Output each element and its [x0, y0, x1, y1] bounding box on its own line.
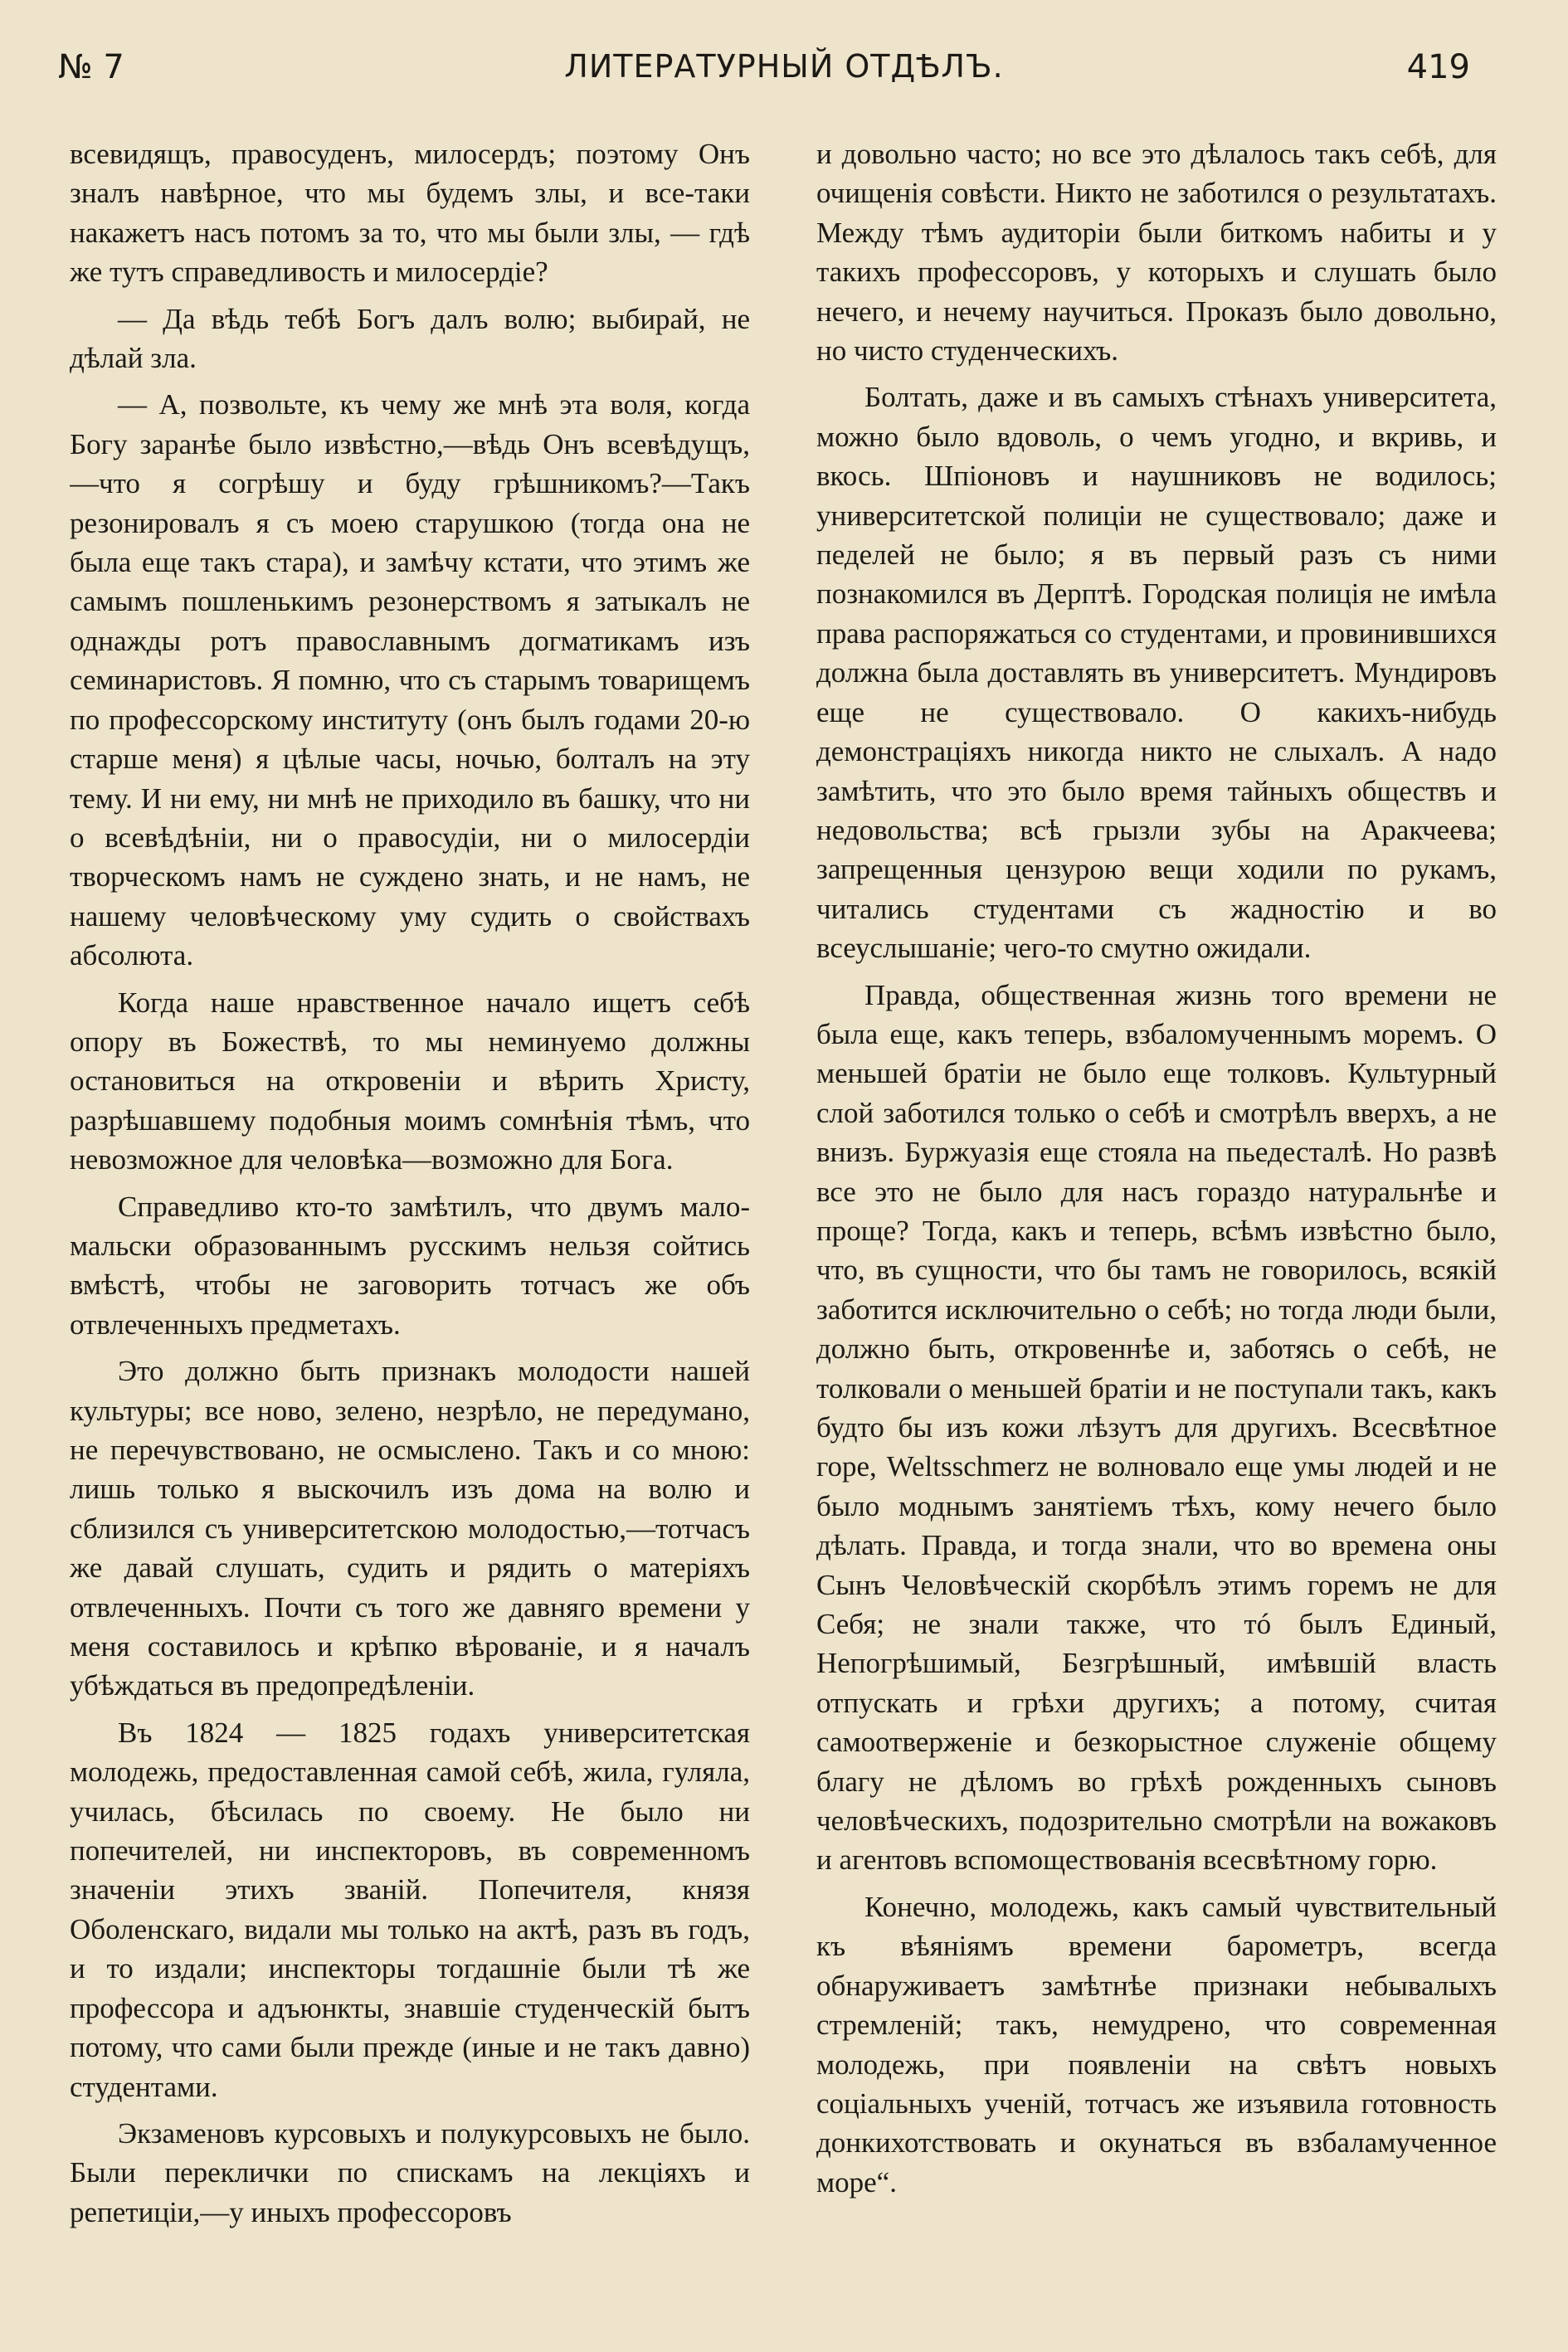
text-columns	[70, 134, 1497, 2308]
section-title: ЛИТЕРАТУРНЫЙ ОТДѢЛЪ.	[564, 48, 1004, 85]
paragraph: Болтать, даже и въ самыхъ стѣнахъ университета, можно было вдоволь, о чемъ угодно, и вкривь, и вкось. Шпіоновъ и наушниковъ не водилось; университетской полиціи не существовало; даже и педелей не было; я въ первый разъ съ ними познакомился въ Дерптѣ. Городская полиція не имѣла права распоряжаться со студентами, и провинившихся должна была доставлять въ университетъ. Мундировъ еще не существовало. О какихъ-нибудь демонстраціяхъ никогда никто не слыхалъ. А надо замѣтить, что это было время тайныхъ обществъ и недовольства; всѣ грызли зубы на Аракчеева; запрещенныя цензурою вещи ходили по рукамъ, читались студентами съ жадностію и во всеуслышаніе; чего-то смутно ожидали.	[816, 381, 1497, 965]
paragraph: Это должно быть признакъ молодости нашей культуры; все ново, зелено, незрѣло, не передумано, не перечувствовано, не осмыслено. Такъ и со мною: лишь только я выскочилъ изъ дома на волю и сблизился съ университетскою молодостью,—тотчасъ же давай слушать, судить и рядить о матеріяхъ отвлеченныхъ. Почти съ того же давняго времени у меня составилось и крѣпко вѣрованіе, и я началъ убѣждаться въ предопредѣленіи.	[70, 1355, 750, 1702]
left-column	[70, 134, 750, 2308]
paragraph: — Да вѣдь тебѣ Богъ далъ волю; выбирай, не дѣлай зла.	[70, 302, 750, 375]
paragraph: — А, позвольте, къ чему же мнѣ эта воля, когда Богу заранѣе было извѣстно,—вѣдь Онъ всевѣдущъ,—что я согрѣшу и буду грѣшникомъ?—Такъ резонировалъ я съ моею старушкою (тогда она не была еще такъ стара), и замѣчу кстати, что этимъ же самымъ пошленькимъ резонерствомъ я затыкалъ не однажды ротъ православнымъ догматикамъ изъ семинаристовъ. Я помню, что съ старымъ товарищемъ по профессорскому институту (онъ былъ годами 20-ю старше меня) я цѣлые часы, ночью, болталъ на эту тему. И ни ему, ни мнѣ не приходило въ башку, что ни о всевѣдѣніи, ни о правосудіи, ни о милосердіи творческомъ намъ не суждено знать, и не намъ, не нашему человѣческому уму судить о свойствахъ абсолюта.	[70, 388, 750, 972]
paragraph: Конечно, молодежь, какъ самый чувствительный къ вѣяніямъ времени барометръ, всегда обнаруживаетъ замѣтнѣе признаки небывалыхъ стремленій; такъ, немудрено, что современная молодежь, при появленіи на свѣтъ новыхъ соціальныхъ ученій, тотчасъ же изъявила готовность донкихотствовать и окунаться въ взбаламученное море“.	[816, 1890, 1497, 2199]
paragraph: и довольно часто; но все это дѣлалось такъ себѣ, для очищенія совѣсти. Никто не заботился о результатахъ. Между тѣмъ аудиторіи были биткомъ набиты и у такихъ профессоровъ, у которыхъ и слушать было нечего, и нечему научиться. Проказъ было довольно, но чисто студенческихъ.	[816, 138, 1497, 368]
page-number: 419	[1406, 48, 1470, 86]
right-column	[816, 134, 1497, 2308]
paragraph: Экзаменовъ курсовыхъ и полукурсовыхъ не было. Были переклички по спискамъ на лекціяхъ и репетиціи,—у иныхъ профессоровъ	[70, 2116, 750, 2228]
paragraph: Справедливо кто-то замѣтилъ, что двумъ мало-мальски образованнымъ русскимъ нельзя сойтись вмѣстѣ, чтобы не заговорить тотчасъ же объ отвлеченныхъ предметахъ.	[70, 1190, 750, 1341]
paragraph: Правда, общественная жизнь того времени не была еще, какъ теперь, взбаломученнымъ моремъ. О меньшей братіи не было еще толковъ. Культурный слой заботился только о себѣ и смотрѣлъ вверхъ, а не внизъ. Буржуазія еще стояла на пьедесталѣ. Но развѣ все это не было для насъ гораздо натуральнѣе и проще? Тогда, какъ и теперь, всѣмъ извѣстно было, что, въ сущности, что бы тамъ не говорилось, всякій заботится исключительно о себѣ; но тогда люди были, должно быть, откровеннѣе и, заботясь о себѣ, не толковали о меньшей братіи и не поступали такъ, какъ будто бы изъ кожи лѣзутъ для другихъ. Всесвѣтное горе, Weltsschmerz не волновало еще умы людей и не было моднымъ занятіемъ тѣхъ, кому нечего было дѣлать. Правда, и тогда знали, что во времена оны Сынъ Человѣческій скорбѣлъ этимъ горемъ не для Себя; не знали также, что тó былъ Единый, Непогрѣшимый, Безгрѣшный, имѣвшій власть отпускать и грѣхи другихъ; а потому, считая самоотверженіе и безкорыстное служеніе общему благу не дѣломъ во грѣхѣ рожденныхъ сыновъ человѣческихъ, подозрительно смотрѣли на вожаковъ и агентовъ вспомоществованія всесвѣтному горю.	[816, 978, 1497, 1877]
paragraph: Когда наше нравственное начало ищетъ себѣ опору въ Божествѣ, то мы неминуемо должны остановиться на откровеніи и вѣрить Христу, разрѣшавшему подобныя моимъ сомнѣнія тѣмъ, что невозможное для человѣка—возможно для Бога.	[70, 986, 750, 1176]
paragraph: всевидящъ, правосуденъ, милосердъ; поэтому Онъ зналъ навѣрное, что мы будемъ злы, и все-таки накажетъ насъ потомъ за то, что мы были злы, — гдѣ же тутъ справедливость и милосердіе?	[70, 138, 750, 289]
paragraph: Въ 1824 — 1825 годахъ университетская молодежь, предоставленная самой себѣ, жила, гуляла, училась, бѣсилась по своему. Не было ни попечителей, ни инспекторовъ, въ современномъ значеніи этихъ званій. Попечителя, князя Оболенскаго, видали мы только на актѣ, разъ въ годъ, и то издали; инспекторы тогдашніе были тѣ же профессора и адъюнкты, знавшіе студенческій бытъ потому, что сами были прежде (иные и не такъ давно) студентами.	[70, 1716, 750, 2103]
issue-number: № 7	[58, 48, 124, 86]
running-header	[0, 48, 1568, 98]
